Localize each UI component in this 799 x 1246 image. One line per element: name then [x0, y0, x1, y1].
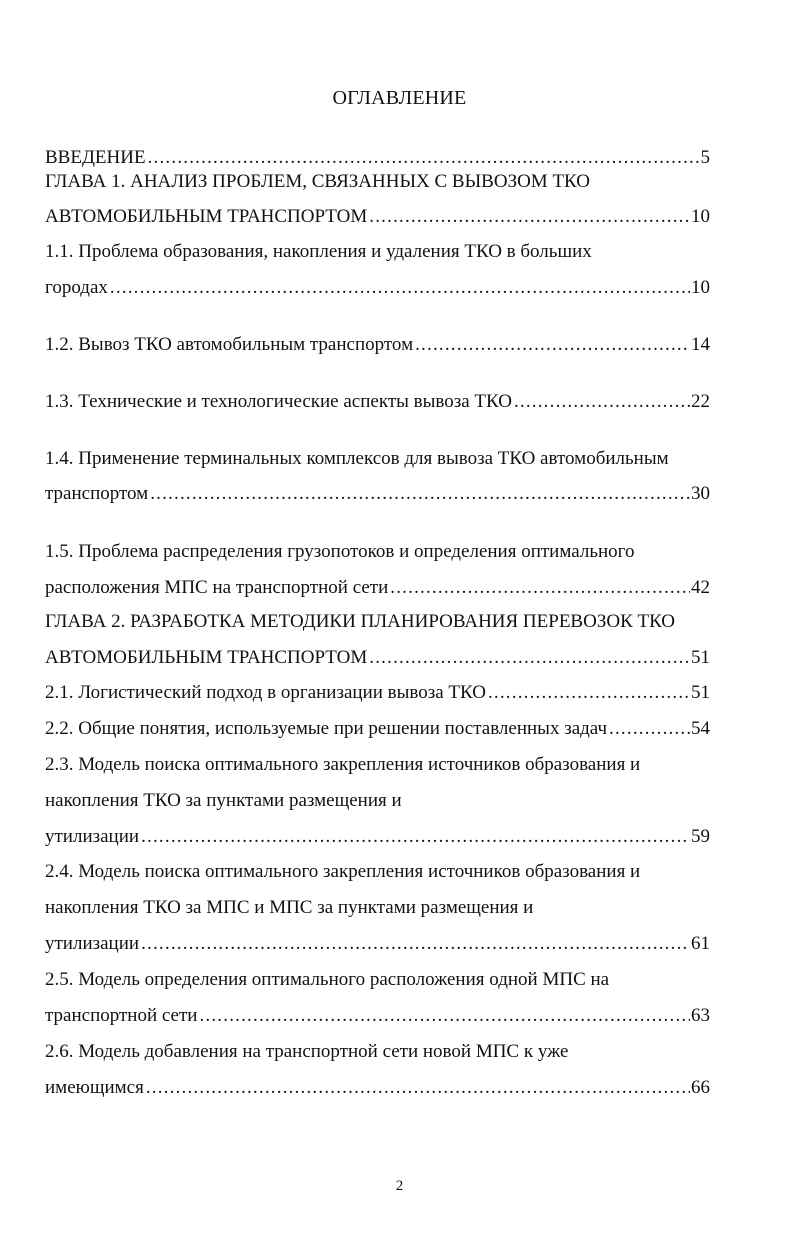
toc-entry-section-2-6[interactable]: [45, 1076, 710, 1100]
toc-page-number: 66: [691, 1077, 710, 1098]
leader-dots: [514, 390, 690, 414]
toc-page-number: 59: [691, 826, 710, 847]
leader-dots: [609, 717, 690, 741]
toc-entry-chapter-2[interactable]: [45, 646, 710, 670]
leader-dots: [415, 333, 690, 357]
toc-page-number: 10: [691, 206, 710, 227]
toc-page-number: 5: [700, 147, 710, 168]
toc-section-2-5-line-1: 2.5. Модель определения оптимального расположения одной МПС на: [45, 969, 610, 990]
leader-dots: [141, 825, 690, 849]
toc-entry-label: АВТОМОБИЛЬНЫМ ТРАНСПОРТОМ: [45, 647, 368, 668]
toc-section-2-3-line-1: 2.3. Модель поиска оптимального закрепления источников образования и: [45, 754, 641, 775]
toc-entry-section-2-4[interactable]: [45, 932, 710, 956]
toc-entry-section-2-5[interactable]: [45, 1004, 710, 1028]
toc-entry-label: имеющимся: [45, 1077, 144, 1098]
toc-entry-label: транспортом: [45, 483, 149, 504]
toc-section-1-5-line-1: 1.5. Проблема распределения грузопотоков и определения оптимального: [45, 541, 635, 562]
toc-entry-intro[interactable]: [45, 146, 710, 170]
toc-entry-label: 2.2. Общие понятия, используемые при решении поставленных задач: [45, 718, 608, 739]
toc-section-2-6-line-1: 2.6. Модель добавления на транспортной сети новой МПС к уже: [45, 1041, 569, 1062]
toc-entry-label: расположения МПС на транспортной сети: [45, 577, 389, 598]
leader-dots: [150, 482, 690, 506]
leader-dots: [488, 681, 690, 705]
toc-page-number: 51: [691, 682, 710, 703]
toc-chapter-2-line-1: ГЛАВА 2. РАЗРАБОТКА МЕТОДИКИ ПЛАНИРОВАНИЯ ПЕРЕВОЗОК ТКО: [45, 611, 676, 632]
toc-entry-label: транспортной сети: [45, 1005, 198, 1026]
toc-page-number: 14: [691, 334, 710, 355]
page-number: 2: [395, 1178, 404, 1194]
toc-page-number: 22: [691, 391, 710, 412]
toc-page-number: 30: [691, 483, 710, 504]
toc-section-2-4-line-1: 2.4. Модель поиска оптимального закрепления источников образования и: [45, 861, 641, 882]
toc-entry-label: 1.3. Технические и технологические аспекты вывоза ТКО: [45, 391, 512, 412]
toc-section-2-4-line-2: накопления ТКО за МПС и МПС за пунктами размещения и: [45, 897, 534, 918]
leader-dots: [369, 646, 690, 670]
leader-dots: [146, 1076, 690, 1100]
toc-chapter-1-line-1: ГЛАВА 1. АНАЛИЗ ПРОБЛЕМ, СВЯЗАННЫХ С ВЫВОЗОМ ТКО: [45, 171, 590, 192]
toc-page-number: 51: [691, 647, 710, 668]
toc-entry-section-1-2[interactable]: [45, 333, 710, 357]
toc-entry-section-2-3[interactable]: [45, 825, 710, 849]
toc-page-number: 10: [691, 277, 710, 298]
toc-entry-section-1-5[interactable]: [45, 576, 710, 600]
toc-section-1-1-line-1: 1.1. Проблема образования, накопления и удаления ТКО в больших: [45, 241, 592, 262]
toc-entry-label: 1.2. Вывоз ТКО автомобильным транспортом: [45, 334, 414, 355]
toc-entry-section-1-4[interactable]: [45, 482, 710, 506]
leader-dots: [110, 276, 690, 300]
toc-entry-section-2-1[interactable]: [45, 681, 710, 705]
toc-entry-section-2-2[interactable]: [45, 717, 710, 741]
toc-entry-section-1-3[interactable]: [45, 390, 710, 414]
toc-page-number: 63: [691, 1005, 710, 1026]
toc-entry-chapter-1[interactable]: [45, 205, 710, 229]
toc-section-1-4-line-1: 1.4. Применение терминальных комплексов для вывоза ТКО автомобильным: [45, 448, 669, 469]
toc-entry-label: АВТОМОБИЛЬНЫМ ТРАНСПОРТОМ: [45, 206, 368, 227]
toc-entry-label: утилизации: [45, 933, 140, 954]
leader-dots: [148, 146, 700, 170]
toc-entry-section-1-1[interactable]: [45, 276, 710, 300]
toc-entry-label: ВВЕДЕНИЕ: [45, 147, 146, 168]
leader-dots: [141, 932, 690, 956]
toc-entry-label: городах: [45, 277, 108, 298]
toc-page-number: 61: [691, 933, 710, 954]
toc-page-number: 42: [691, 577, 710, 598]
leader-dots: [369, 205, 690, 229]
leader-dots: [390, 576, 690, 600]
leader-dots: [199, 1004, 690, 1028]
toc-entry-label: утилизации: [45, 826, 140, 847]
toc-page-number: 54: [691, 718, 710, 739]
toc-section-2-3-line-2: накопления ТКО за пунктами размещения и: [45, 790, 402, 811]
toc-entry-label: 2.1. Логистический подход в организации вывоза ТКО: [45, 682, 486, 703]
page-title: ОГЛАВЛЕНИЕ: [332, 87, 467, 109]
